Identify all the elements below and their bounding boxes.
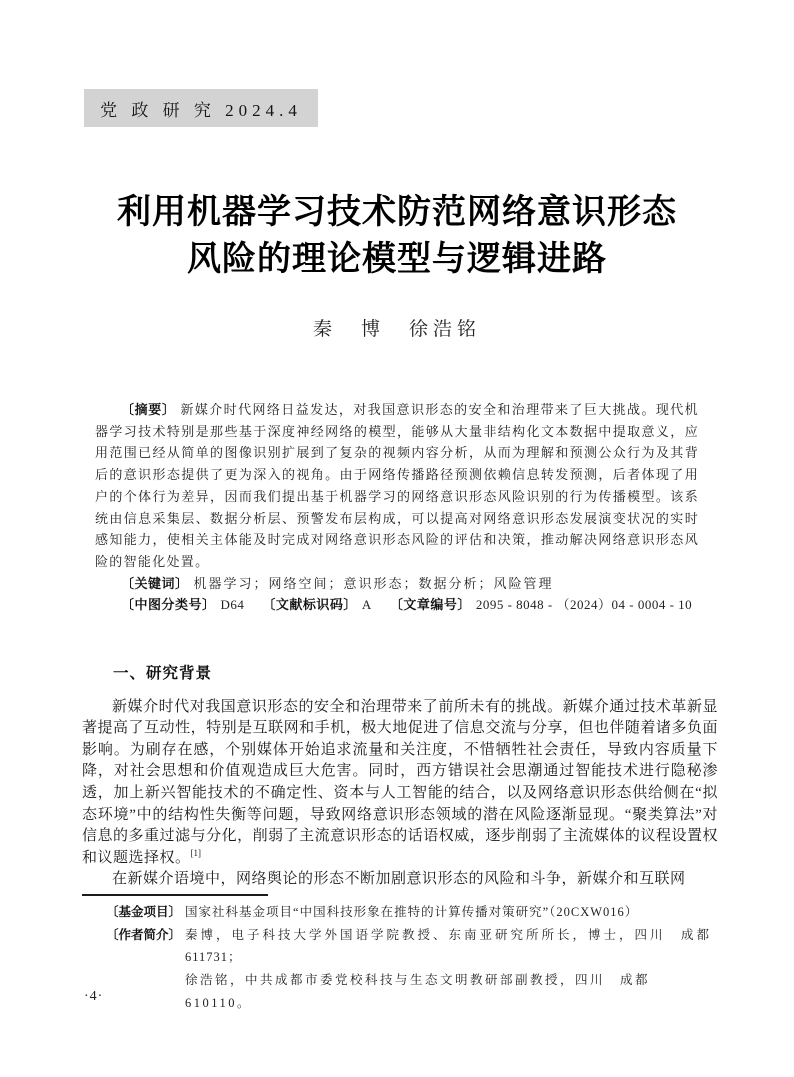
fund-project-label: 〔基金项目〕 [106, 905, 182, 919]
author-bio-content [185, 924, 713, 1015]
meta-block [95, 399, 699, 616]
keywords-text: 机器学习；网络空间；意识形态；数据分析；风险管理 [193, 575, 554, 591]
keywords [95, 573, 699, 595]
section-heading: 一、研究背景 [113, 665, 213, 682]
clc-label: 〔中图分类号〕 [121, 597, 216, 613]
footnote-divider [82, 894, 268, 896]
doc-code-value: A [361, 597, 372, 613]
page-number: ·4· [84, 989, 104, 1004]
footnotes [106, 901, 713, 1015]
article-title-line1: 利用机器学习技术防范网络意识形态 [117, 194, 677, 231]
fund-project-text: 国家社科基金项目“中国科技形象在推特的计算传播对策研究”（20CXW016） [185, 905, 639, 919]
article-id-value: 2095 - 8048 - （2024）04 - 0004 - 10 [475, 597, 693, 613]
body-paragraph-2: 在新媒介语境中，网络舆论的形态不断加剧意识形态的风险和斗争，新媒介和互联网 [112, 871, 686, 888]
fund-project-row [106, 901, 713, 924]
footnote-reference-1: [1] [190, 847, 202, 858]
body-paragraph-1-text: 新媒介时代对我国意识形态的安全和治理带来了前所未有的挑战。新媒介通过技术革新显著提高了互动性，特别是互联网和手机，极大地促进了信息交流与分享，但也伴随着诸多负面影响。为刷存在感，个别媒体开始追求流量和关注度，不惜牺牲社会责任，导致内容质量下降，对社会思想和价值观造成巨大危害。同时，西方错误社会思潮通过智能技术进行隐秘渗透，加上新兴智能技术的不确定性、资本与人工智能的结合，以及网络意识形态供给侧在“拟态环境”中的结构性失衡等问题，导致网络意识形态领域的潜在风险逐渐显现。“聚类算法”对信息的多重过滤与分化，削弱了主流意识形态的话语权威，逐步削弱了主流媒体的议程设置权和议题选择权。 [82, 698, 718, 866]
article-id-label: 〔文章编号〕 [389, 597, 471, 613]
author-bio-line-2: 611731； [185, 950, 242, 965]
body-text [82, 663, 718, 891]
journal-badge-text: 党 政 研 究 2024.4 [100, 100, 302, 120]
authors: 秦 博 徐浩铭 [312, 319, 481, 340]
author-bio-line-1: 秦博，电子科技大学外国语学院教授、东南亚研究所所长，博士，四川 成都 [185, 927, 713, 942]
clc-value: D64 [220, 597, 245, 613]
abstract-label: 〔摘要〕 [121, 402, 176, 417]
abstract-text: 新媒介时代网络日益发达，对我国意识形态的安全和治理带来了巨大挑战。现代机器学习技术特别是那些基于深度神经网络的模型，能够从大量非结构化文本数据中提取意义，应用范围已经从简单的图像识别扩展到了复杂的视频内容分析，从而为理解和预测公众行为及其背后的意识形态提供了更为深入的视角。由于网络传播路径预测依赖信息转发预测，后者体现了用户的个体行为差异，因而我们提出基于机器学习的网络意识形态风险识别的行为传播模型。该系统由信息采集层、数据分析层、预警发布层构成，可以提高对网络意识形态发展演变状况的实时感知能力，使相关主体能及时完成对网络意识形态风险的评估和决策，推动解决网络意识形态风险的智能化处置。 [95, 402, 699, 569]
doc-code-label: 〔文献标识码〕 [262, 597, 357, 613]
author-bio-row [106, 924, 713, 1015]
body-paragraph-1 [82, 697, 718, 870]
article-title [0, 189, 794, 283]
keywords-label: 〔关键词〕 [121, 575, 189, 591]
author-bio-label: 〔作者简介〕 [106, 927, 182, 942]
classification-line [95, 594, 699, 616]
article-title-line2: 风险的理论模型与逻辑进路 [187, 241, 607, 278]
abstract [95, 399, 699, 573]
journal-badge [84, 89, 318, 127]
author-bio-line-3: 徐浩铭，中共成都市委党校科技与生态文明教研部副教授，四川 成都 610110。 [185, 973, 666, 1010]
